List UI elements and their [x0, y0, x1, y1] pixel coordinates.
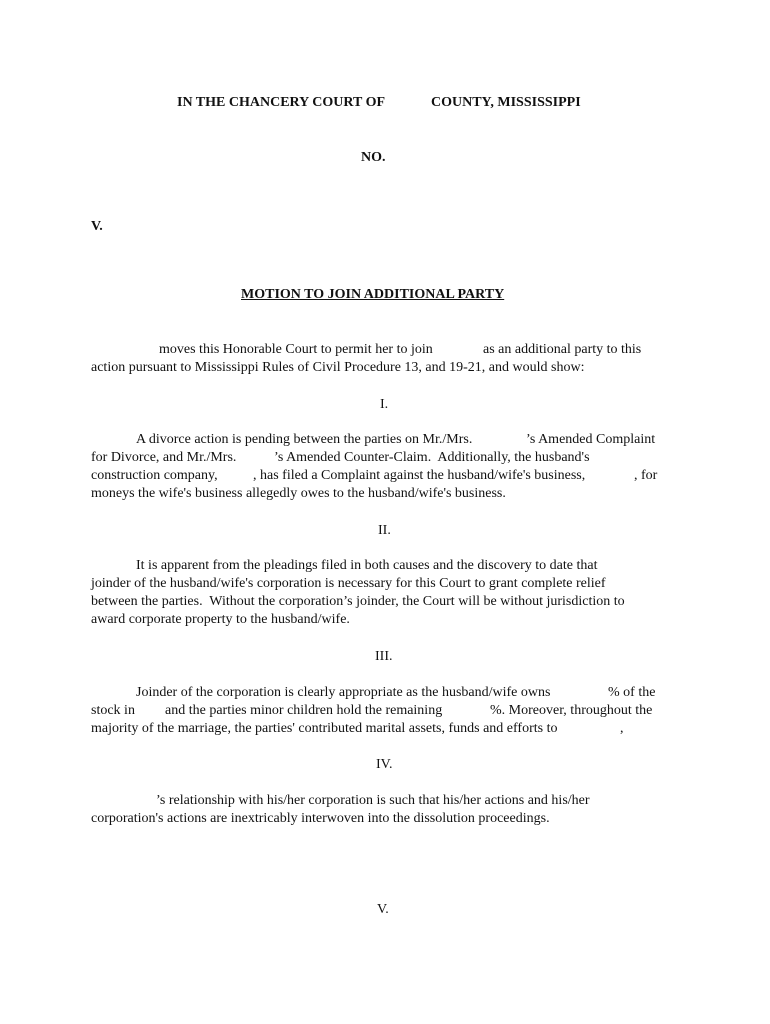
- section-numeral-1: I.: [380, 397, 389, 412]
- section-2-line-3: between the parties. Without the corporation’s joinder, the Court will be without jurisdiction to: [91, 594, 625, 609]
- section-3-line-2c: %. Moreover, throughout the: [490, 703, 653, 718]
- case-number-label: NO.: [361, 150, 386, 165]
- section-1-line-3a: construction company,: [91, 468, 218, 483]
- section-3-line-1b: % of the: [608, 685, 656, 700]
- section-2-line-4: award corporate property to the husband/wife.: [91, 612, 350, 627]
- section-2-line-1: It is apparent from the pleadings filed in both causes and the discovery to date that: [136, 558, 598, 573]
- section-4-line-2: corporation's actions are inextricably interwoven into the dissolution proceedings.: [91, 811, 550, 826]
- court-heading-left: IN THE CHANCERY COURT OF: [177, 95, 386, 110]
- section-1-line-2a: for Divorce, and Mr./Mrs.: [91, 450, 237, 465]
- section-1-line-3b: , has filed a Complaint against the husband/wife's business,: [253, 468, 586, 483]
- section-numeral-2: II.: [378, 523, 391, 538]
- section-3-line-2a: stock in: [91, 703, 135, 718]
- section-3-line-2b: and the parties minor children hold the remaining: [165, 703, 443, 718]
- section-1-line-2b: ’s Amended Counter-Claim. Additionally, the husband's: [274, 450, 590, 465]
- intro-line-1a: moves this Honorable Court to permit her to join: [159, 342, 433, 357]
- intro-line-2: action pursuant to Mississippi Rules of Civil Procedure 13, and 19-21, and would show:: [91, 360, 585, 375]
- motion-title: MOTION TO JOIN ADDITIONAL PARTY: [241, 287, 505, 302]
- section-1-line-3c: , for: [634, 468, 658, 483]
- section-numeral-4: IV.: [376, 757, 393, 772]
- section-1-line-1a: A divorce action is pending between the parties on Mr./Mrs.: [136, 432, 473, 447]
- section-4-line-1: ’s relationship with his/her corporation is such that his/her actions and his/her: [156, 793, 590, 808]
- court-heading-right: COUNTY, MISSISSIPPI: [431, 95, 581, 110]
- section-3-line-1a: Joinder of the corporation is clearly appropriate as the husband/wife owns: [136, 685, 551, 700]
- section-3-line-3b: ,: [620, 721, 624, 736]
- intro-line-1b: as an additional party to this: [483, 342, 642, 357]
- section-1-line-1b: ’s Amended Complaint: [526, 432, 656, 447]
- section-2-line-2: joinder of the husband/wife's corporation is necessary for this Court to grant complete relief: [91, 576, 606, 591]
- section-3-line-3a: majority of the marriage, the parties' contributed marital assets, funds and efforts to: [91, 721, 558, 736]
- section-1-line-4: moneys the wife's business allegedly owes to the husband/wife's business.: [91, 486, 506, 501]
- versus-label: V.: [91, 219, 103, 234]
- section-numeral-5: V.: [377, 902, 389, 917]
- section-numeral-3: III.: [375, 649, 393, 664]
